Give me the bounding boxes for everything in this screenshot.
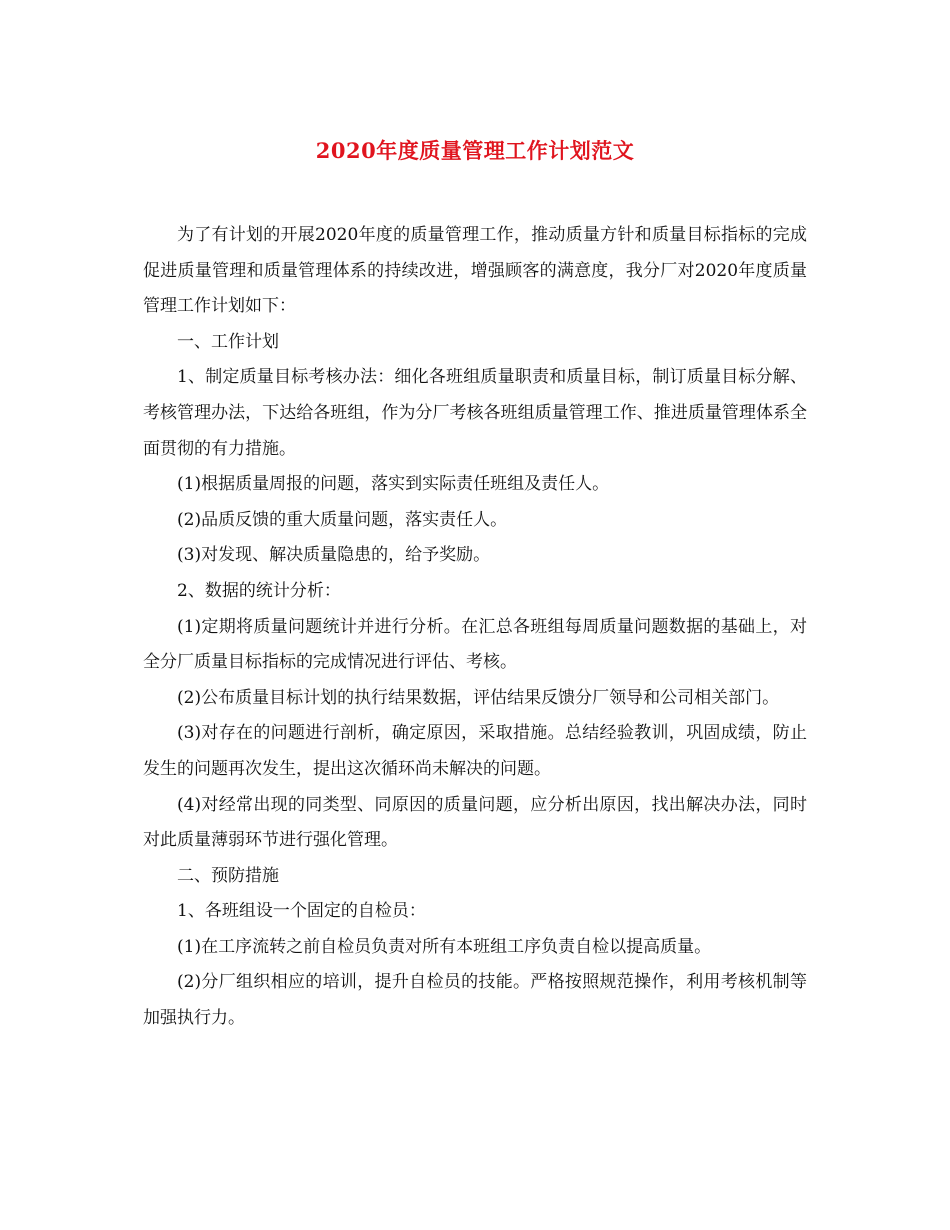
paragraph-subitem: (3)对存在的问题进行剖析，确定原因，采取措施。总结经验教训，巩固成绩，防止发生的问题再次发生，提出这次循环尚未解决的问题。: [143, 723, 807, 779]
paragraph-intro: 为了有计划的开展2020年度的质量管理工作，推动质量方针和质量目标指标的完成促进质量管理和质量管理体系的持续改进，增强顾客的满意度，我分厂对2020年度质量管理工作计划如下：: [143, 225, 807, 317]
paragraph-item-1: 1、制定质量目标考核办法：细化各班组质量职责和质量目标，制订质量目标分解、考核管理办法，下达给各班组，作为分厂考核各班组质量管理工作、推进质量管理体系全面贯彻的有力措施。: [143, 367, 807, 459]
paragraph-subitem: (2)品质反馈的重大质量问题，落实责任人。: [177, 509, 508, 530]
paragraph-subitem: (1)根据质量周报的问题，落实到实际责任班组及责任人。: [177, 474, 610, 495]
paragraph-subitem: (2)公布质量目标计划的执行结果数据，评估结果反馈分厂领导和公司相关部门。: [177, 687, 780, 708]
paragraph-item-2: 2、数据的统计分析：: [177, 580, 341, 601]
paragraph-subitem: (1)在工序流转之前自检员负责对所有本班组工序负责自检以提高质量。: [177, 936, 712, 957]
paragraph-subitem: (2)分厂组织相应的培训，提升自检员的技能。严格按照规范操作，利用考核机制等加强执行力。: [143, 972, 807, 1029]
paragraph-item-1: 1、各班组设一个固定的自检员：: [177, 901, 426, 922]
document-title: 2020年度质量管理工作计划范文: [315, 138, 635, 163]
paragraph-subitem: (1)定期将质量问题统计并进行分析。在汇总各班组每周质量问题数据的基础上，对全分厂质量目标指标的完成情况进行评估、考核。: [143, 616, 807, 673]
document-body: [143, 218, 807, 1037]
paragraph-subitem: (4)对经常出现的同类型、同原因的质量问题，应分析出原因，找出解决办法，同时对此质量薄弱环节进行强化管理。: [143, 794, 807, 851]
section-heading-work-plan: 一、工作计划: [177, 331, 279, 352]
section-heading-prevention: 二、预防措施: [177, 865, 279, 886]
paragraph-subitem: (3)对发现、解决质量隐患的，给予奖励。: [177, 545, 491, 566]
